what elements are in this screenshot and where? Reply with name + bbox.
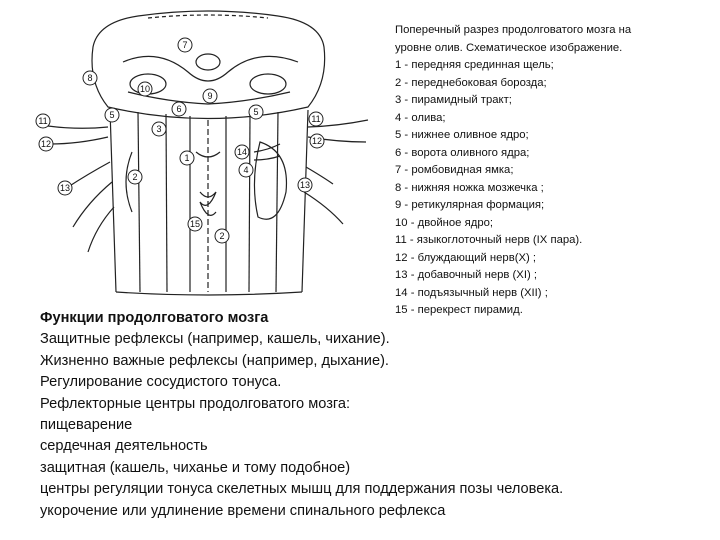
marker-13-left: 13 [59,183,71,193]
legend-item: 11 - языкоглоточный нерв (IX пара). [395,234,583,246]
marker-15: 15 [189,219,201,229]
marker-10: 10 [139,84,151,94]
medulla-drawing [28,2,388,302]
marker-11-left: 11 [38,116,48,126]
function-line: Рефлекторные центры продолговатого мозга: [40,395,351,412]
marker-6: 6 [176,104,182,114]
function-line: Регулирование сосудистого тонуса. [40,374,282,391]
marker-8: 8 [87,73,93,83]
caption-line: Поперечный разрез продолговатого мозга на [395,24,632,36]
legend-item: 6 - ворота оливного ядра; [395,146,530,159]
marker-9: 9 [207,91,213,101]
legend-item: 5 - нижнее оливное ядро; [395,129,529,141]
functions-list [40,329,710,522]
marker-2-right: 2 [219,231,225,241]
figure-legend [395,22,713,320]
legend-item: 7 - ромбовидная ямка; [395,164,514,176]
marker-7: 7 [182,40,188,50]
function-line: центры регуляции тонуса скелетных мышц для поддержания позы человека. [40,481,564,498]
legend-item: 14 - подъязычный нерв (XII) ; [395,286,548,299]
function-line: пищеварение [40,417,133,434]
legend-item: 2 - переднебоковая борозда; [395,76,547,89]
legend-item: 13 - добавочный нерв (XI) ; [395,269,537,281]
marker-1: 1 [184,153,190,163]
legend-item: 9 - ретикулярная формация; [395,199,545,211]
legend-item: 8 - нижняя ножка мозжечка ; [395,181,544,194]
medulla-cross-section-illustration [28,2,388,302]
legend-item: 3 - пирамидный тракт; [395,94,512,106]
marker-2-left: 2 [132,172,138,182]
caption-line: уровне олив. Схематическое изображение. [395,41,623,54]
legend-list [395,57,713,320]
marker-5-left: 5 [109,110,115,120]
section-title: Функции продолговатого мозга [40,310,269,326]
legend-item: 4 - олива; [395,111,446,124]
marker-13-right: 13 [299,180,311,190]
marker-4: 4 [243,165,249,175]
functions-section [40,308,710,522]
function-line: защитная (кашель, чиханье и тому подобное) [40,459,351,476]
marker-12-right: 12 [311,136,323,146]
legend-item: 1 - передняя срединная щель; [395,59,554,71]
function-line: сердечная деятельность [40,438,208,455]
legend-item: 12 - блуждающий нерв(X) ; [395,251,537,264]
function-line: укорочение или удлинение времени спинального рефлекса [40,502,446,519]
legend-item: 10 - двойное ядро; [395,216,494,229]
marker-3: 3 [156,124,162,134]
marker-5-right: 5 [253,107,259,117]
marker-11-right: 11 [311,114,321,124]
function-line: Жизненно важные рефлексы (например, дыхание). [40,352,389,369]
legend-item: 15 - перекрест пирамид. [395,304,523,316]
marker-12-left: 12 [40,139,52,149]
function-line: Защитные рефлексы (например, кашель, чихание). [40,331,390,348]
marker-14: 14 [236,147,248,157]
